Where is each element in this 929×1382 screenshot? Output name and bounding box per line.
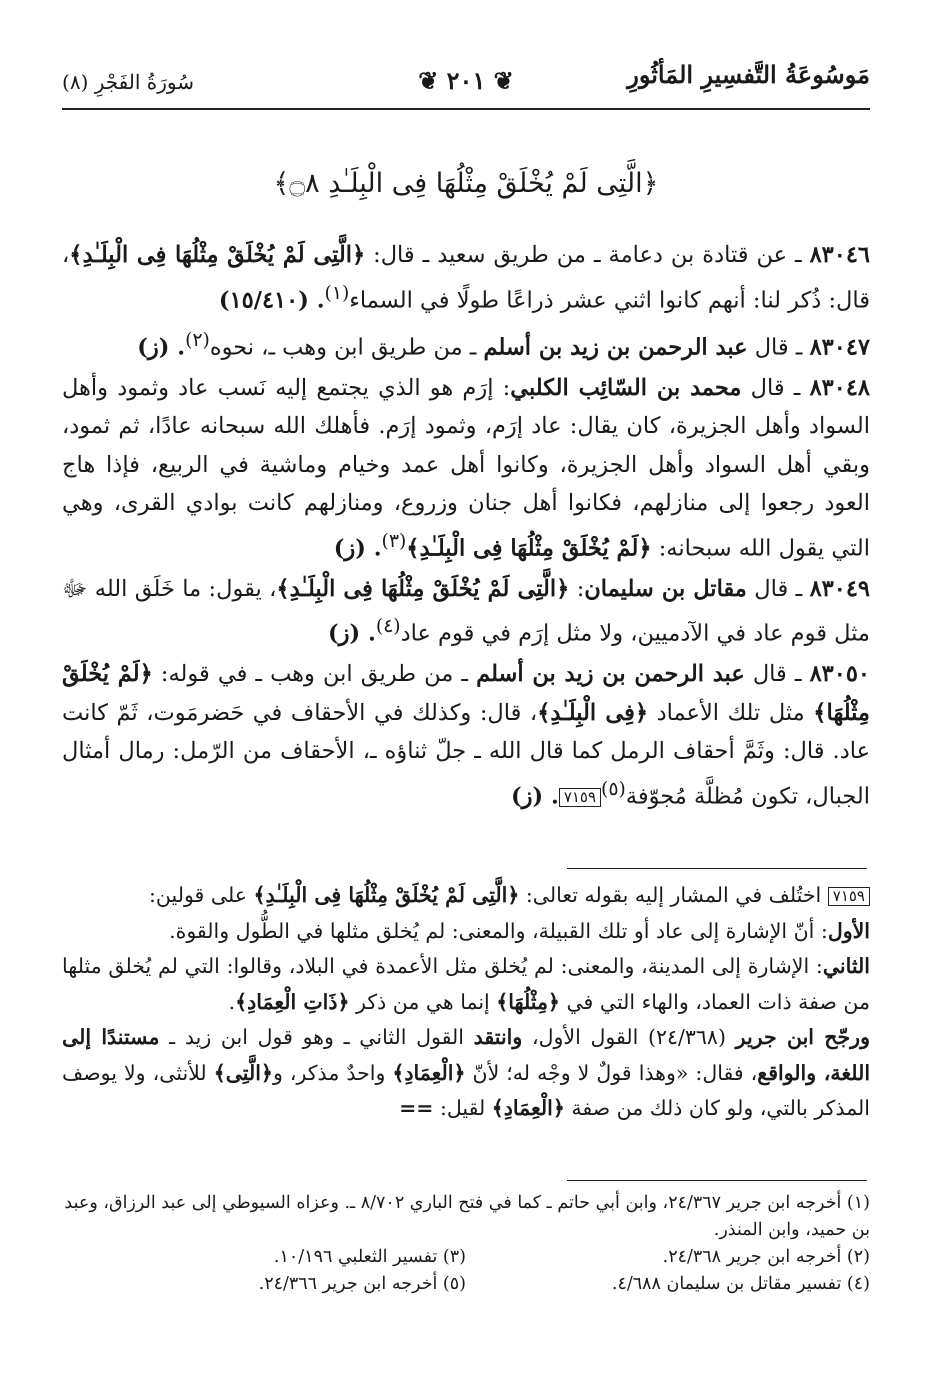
entry-text: ، يقول: ما خَلَق الله ﷻ مثل قوم عاد في الآدميين، ولا مثل إرَم في قوم عاد <box>62 575 870 647</box>
verse-heading: ﴿الَّتِى لَمْ يُخْلَقْ مِثْلُهَا فِى الْبِلَـٰدِ ۝٨﴾ <box>273 168 659 199</box>
footnote-4: (٤) تفسير مقاتل بن سليمان ٤/٦٨٨. <box>611 1274 870 1294</box>
note-text: لقيل: <box>433 1096 492 1120</box>
entry-text: ـ من طريق ابن وهب ـ في قوله: <box>152 661 477 687</box>
entry-83046 <box>62 236 870 320</box>
note-text: : الإشارة إلى المدينة، والمعنى: لم يُخلق مثل الأعمدة في البلاد، وقالوا: التي لم يُخلق مثلها من صفة ذات العماد، والهاء التي في <box>62 954 870 1014</box>
note-emphasis: وانتقد <box>473 1025 523 1049</box>
entry-text: ـ قال <box>747 334 803 360</box>
entry-text: ـ قال <box>741 374 801 401</box>
note-text: اختُلف في المشار إليه بقوله تعالى: <box>519 883 828 907</box>
quran-quote: ﴿الْعِمَادِ﴾ <box>392 1060 466 1085</box>
entry-number: ٨٣٠٤٩ <box>809 575 870 602</box>
note-text: ، فقال: «وهذا قولٌ لا وجْه له؛ لأنّ <box>465 1060 758 1085</box>
note-text: (٢٤/٣٦٨) القول الأول، <box>522 1025 736 1049</box>
ornament-icon: ❦ <box>418 66 447 95</box>
note-first-opinion <box>62 914 870 950</box>
entry-number: ٨٣٠٥٠ <box>809 661 870 687</box>
quran-quote: ﴿ذَاتِ الْعِمَادِ﴾ <box>235 989 350 1014</box>
opinion-label: الثاني <box>822 954 870 978</box>
entry-83048 <box>62 369 870 568</box>
main-text <box>62 236 870 818</box>
quran-quote: ﴿الَّتِى لَمْ يُخْلَقْ مِثْلُهَا فِى الْبِلَـٰدِ﴾ <box>69 242 366 268</box>
note-text: على قولين: <box>149 883 254 907</box>
quran-quote: ﴿مِثْلُهَا﴾ <box>496 989 560 1014</box>
note-second-opinion <box>62 949 870 1020</box>
entry-number: ٨٣٠٤٧ <box>809 334 870 360</box>
entry-number: ٨٣٠٤٨ <box>809 374 871 401</box>
footnote-3: (٣) تفسير الثعلبي ١٠/١٩٦. <box>273 1247 466 1267</box>
entry-text: : إرَم هو الذي يجتمع إليه نَسب عاد وثمود وأهل السواد وأهل الجزيرة، كان يقال: عاد إرَم، وثمود إرَم. فأهلك الله سبحانه عادًا، ثم ثمود، وبقي أهل السواد وأهل الجزيرة، وكانوا أهل عمد وخيام وماشية في الربيع، فإذا هاج العود رجعوا إلى منازلهم، فكانوا أهل جنان وزروع، ومنازلهم كانت بوادي القرى، وهي التي يقول الله سبحانه: <box>62 374 870 561</box>
footnote-row <box>62 1271 870 1298</box>
book-title: مَوسُوعَةُ التَّفسِيرِ المَأثُورِ <box>627 60 870 89</box>
source-ref: . (ز) <box>328 620 376 647</box>
opinion-label: الأول <box>827 918 870 943</box>
narrator-name: عبد الرحمن بن زيد بن أسلم <box>476 661 745 687</box>
continuation-mark: == <box>399 1096 434 1120</box>
editor-note <box>62 878 870 1127</box>
entry-text: : <box>569 575 585 602</box>
entry-text: ، قال: وكذلك في الأحقاف في حَضرمَوت، ثَمّ كانت عاد. قال: وثَمَّ أحقاف الرمل كما قال الله ـ جلّ ثناؤه ـ، الأحقاف من الرّمل: رمال أمثال الجبال، تكون مُظلَّة مُجوّفة <box>62 699 870 809</box>
footnote-ref: (٣) <box>381 530 407 552</box>
footnote-1: (١) أخرجه ابن جرير ٢٤/٣٦٧، وابن أبي حاتم ـ كما في فتح الباري ٨/٧٠٢ ـ. وعزاه السيوطي إلى عبد الرزاق، وعبد بن حميد، وابن المنذر. <box>64 1193 870 1240</box>
footnote-2: (٢) أخرجه ابن جرير ٢٤/٣٦٨. <box>662 1247 870 1267</box>
page-header <box>62 58 870 106</box>
quran-quote: ﴿الَّتِى لَمْ يُخْلَقْ مِثْلُهَا فِى الْبِلَـٰدِ﴾ <box>253 883 520 907</box>
note-emphasis: مستندًا إلى اللغة، والواقع <box>62 1025 871 1085</box>
note-emphasis: ورجّح ابن جرير <box>735 1025 870 1049</box>
note-ref-box: ٧١٥٩ <box>559 788 601 807</box>
entry-text: ـ قال <box>744 661 802 687</box>
source-ref: . (ز) <box>510 783 559 809</box>
note-intro <box>62 878 870 914</box>
quran-quote: ﴿فِى الْبِلَـٰدِ﴾ <box>537 699 649 726</box>
source-ref: . (١٥/٤١٠) <box>218 287 325 313</box>
entry-text: ـ قال <box>746 575 803 602</box>
quran-quote: ﴿لَمْ يُخْلَقْ مِثْلُهَا﴾ <box>62 661 870 726</box>
footnote-5: (٥) أخرجه ابن جرير ٢٤/٣٦٦. <box>258 1274 466 1294</box>
footnote-ref: (٤) <box>375 616 401 637</box>
footnote-ref: (٥) <box>601 778 626 800</box>
entry-text: ، قال: ذُكر لنا: أنهم كانوا اثني عشر ذراعًا طولًا في السماء <box>62 242 870 313</box>
entry-83047 <box>62 322 870 367</box>
entry-text: ـ من طريق ابن وهب ـ، نحوه <box>209 334 484 360</box>
quran-quote: ﴿الْعِمَادِ﴾ <box>491 1096 565 1120</box>
narrator-name: محمد بن السّائِب الكلبي <box>510 374 742 401</box>
footnote-row <box>62 1244 870 1271</box>
footnote-ref: (١) <box>324 282 350 304</box>
page-number-value: ٢٠١ <box>446 66 486 95</box>
notes-divider <box>567 868 867 869</box>
source-ref: . (ز) <box>137 334 186 360</box>
entry-text: مثل تلك الأعماد <box>648 699 814 726</box>
header-divider <box>62 108 870 110</box>
note-text: . <box>228 989 236 1014</box>
note-text: القول الثاني ـ وهو قول ابن زيد ـ <box>159 1025 474 1049</box>
note-text: إنما هي من ذكر <box>349 989 497 1014</box>
quran-quote: ﴿الَّتِى لَمْ يُخْلَقْ مِثْلُهَا فِى الْبِلَـٰدِ﴾ <box>276 575 570 602</box>
quran-quote: ﴿الَّتِى﴾ <box>213 1060 273 1085</box>
note-text: واحدٌ مذكر، و <box>272 1060 393 1085</box>
narrator-name: مقاتل بن سليمان <box>584 575 747 602</box>
narrator-name: عبد الرحمن بن زيد بن أسلم <box>483 334 748 360</box>
entry-number: ٨٣٠٤٦ <box>809 242 870 268</box>
note-text: : أنّ الإشارة إلى عاد أو تلك القبيلة، والمعنى: لم يُخلق مثلها في الطُّول والقوة. <box>169 918 828 943</box>
quran-quote: ﴿لَمْ يُخْلَقْ مِثْلُهَا فِى الْبِلَـٰدِ﴾ <box>406 535 652 561</box>
surah-name: سُورَةُ الفَجْرِ (٨) <box>62 70 195 94</box>
footnotes-divider <box>567 1180 867 1181</box>
ornament-icon: ❦ <box>485 66 514 95</box>
footnotes <box>62 1190 870 1298</box>
entry-text: ـ عن قتادة بن دعامة ـ من طريق سعيد ـ قال: <box>365 242 802 268</box>
entry-83050 <box>62 655 870 816</box>
note-preference <box>62 1020 870 1127</box>
note-number-box: ٧١٥٩ <box>828 887 870 906</box>
note-text: للأنثى، ولا يوصف المذكر بالتي، ولو كان ذلك من صفة <box>62 1060 870 1120</box>
entry-83049 <box>62 570 870 654</box>
source-ref: . (ز) <box>333 535 382 561</box>
footnote-ref: (٢) <box>185 329 210 351</box>
